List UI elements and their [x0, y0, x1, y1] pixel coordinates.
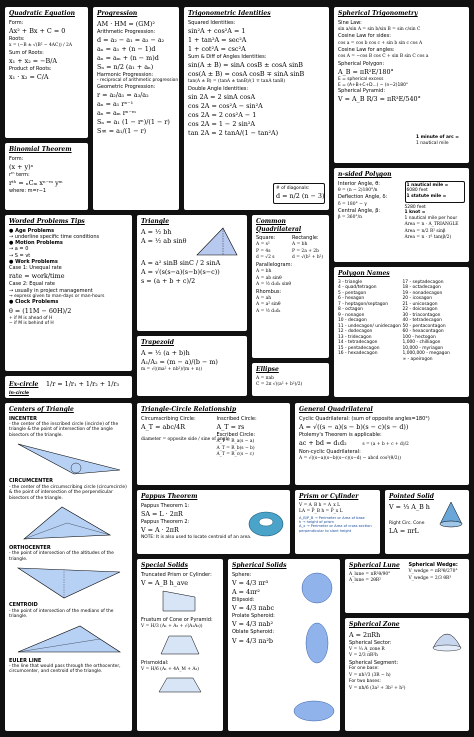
text-line: E = spherical excess [338, 77, 384, 82]
prism-title: Prism or Cylinder [299, 493, 359, 500]
definition: A_x → Perimeter or Area of cross section perpendicular to slant height [299, 524, 372, 533]
spherical-zone-figure [429, 626, 465, 656]
formula: V = A_B h_ave [141, 578, 189, 587]
spherical-trig-box [333, 6, 470, 164]
centroid-figure [14, 622, 124, 656]
prolate-spheroid-figure [302, 621, 332, 665]
list-item: 13 - tridecagon [338, 334, 372, 340]
text-line: 5280 feet [404, 204, 426, 210]
text-line: − if M is behind of H [9, 321, 54, 326]
formula: AM · HM = (GM)² [97, 19, 155, 28]
formula: (x + y)ⁿ [9, 162, 34, 171]
formula: A = ½ bh [141, 227, 172, 236]
formula: d = n/2 (n − 3) [276, 192, 325, 200]
text-line: Roots: [9, 35, 25, 42]
list-item: 19 - nonadecagon [402, 290, 443, 296]
nautical-notes [416, 135, 466, 146]
formula: V = 4/3 πa²b [232, 636, 274, 645]
text-line: Pappus Theorem 2: [141, 518, 190, 525]
formula: P = 4s [256, 248, 271, 254]
formula: A = √((s−a)(s−b)(s−c)(s−d) − abcd cos²(θ/2)) [299, 455, 402, 461]
text-line: Spherical Polygon: [338, 60, 385, 67]
formula: V = 4/3 πabc [232, 604, 275, 612]
polygonnames-title: Polygon Names [338, 270, 390, 277]
general-quadrilateral-box [294, 402, 470, 486]
formula: m = √((ma² + nb²)/(m + n)) [141, 366, 203, 372]
text-line: For two bases: [349, 679, 381, 684]
text-line: 1 nautical mile per hour [404, 215, 458, 221]
n-sided-polygon-box [333, 167, 470, 263]
list-item: 9 - nonagon [338, 312, 365, 318]
text-line: 1 nautical mile [416, 140, 449, 146]
centroid-desc: - the point of intersection of the medians of the triangle. [9, 608, 114, 619]
formula: sin a/sin A = sin b/sin B = sin c/sin C [338, 26, 421, 32]
progression-box [92, 6, 180, 211]
text-line: Sum of Roots: [9, 49, 44, 56]
cone-figure [437, 500, 465, 530]
list-item: 10 - decagon [338, 318, 367, 323]
list-item: 1,000 - chilliagon [402, 340, 441, 345]
formula: aₙ = a₁ + (n − 1)d [97, 44, 156, 53]
quadratic-title: Quadratic Equation [9, 10, 75, 17]
spherical-lune-box [344, 558, 470, 614]
formula: V = πh/6 (3a² + 3b² + h²) [349, 685, 406, 691]
formula: V = ⅓ A_B h [389, 502, 430, 511]
formula: SA = L · 2πR [141, 509, 183, 518]
text-line: 1 minute of arc = [416, 135, 459, 140]
formula: V_wedge = 2/3 θR³ [408, 575, 452, 581]
formula: tan(A ± B) = (tanA ± tanB)/(1 ∓ tanA tanB) [188, 79, 286, 84]
list-item: 17 - septadecagon [402, 279, 444, 285]
pappus-title: Pappus Theorem [141, 493, 198, 500]
quadratic-equation-box [4, 6, 89, 139]
text-line: → a = 0 [9, 246, 29, 253]
text-line: Cosine Law for sides: [338, 33, 391, 40]
formula: aₙ = a₁ rⁿ⁻¹ [97, 99, 134, 108]
formula: V = 4/3 πab² [232, 620, 274, 629]
formula: x₁ · x₂ = C/A [9, 73, 49, 81]
polygon-names-box [333, 266, 470, 398]
formula: 1/r = 1/r₁ + 1/r₂ + 1/r₃ [45, 380, 120, 388]
list-item: 10,000 - myriagon [402, 345, 444, 351]
formula: V = H/3 (A₁ + A₂ + √(A₁A₂)) [141, 624, 203, 629]
text-line: 6080 feet [406, 188, 428, 193]
formula: x₁ + x₂ = −B/A [9, 56, 57, 65]
truncated-prism-figure [155, 589, 205, 615]
formula: A = √((s − a)(s − b)(s − c)(s − d)) [299, 422, 409, 431]
formula: rate = work/time [9, 272, 65, 281]
formula: Sₙ = a₁ (1 − rⁿ)/(1 − r) [97, 117, 170, 126]
text-line: → underline specific time conditions [9, 233, 100, 240]
quadrilateral-box [251, 214, 330, 359]
formula: A = ½ (a + b)h [141, 348, 190, 357]
text-line: Form: [9, 155, 24, 162]
formula: A_T = R_b(s − b) [216, 445, 255, 451]
text-line: rᵗʰ term: [9, 171, 30, 178]
text-line: Spherical Wedge: [408, 562, 458, 568]
text-line: Inscribed Circle: [216, 415, 257, 422]
text-line: Right Circ. Cone [389, 520, 425, 526]
text-line: Ptolemy's Theorem is applicable: [299, 431, 382, 438]
list-item: 11 - undecagon/ unidecagon [338, 323, 401, 329]
list-item: 15 - pentadecagon [338, 345, 380, 351]
formula: x = (−B ± √(B² − 4AC)) / 2A [9, 43, 72, 48]
euler-line-heading: EULER LINE [9, 657, 42, 664]
formula: A_T = R_a(s − a) [216, 439, 255, 444]
bullet-heading: ● Work Problems [9, 258, 58, 265]
formula: rᵗʰ = ₙCₘ xⁿ⁻ᵐ yᵐ [9, 179, 63, 187]
formula: V = H/6 (A₁ + 4A_M + A₂) [141, 666, 200, 672]
frustum-figure [155, 632, 205, 658]
text-line: E = (A+B+C+D...) − (n−2)180° [338, 82, 409, 88]
text-line: Prolate Spheroid: [232, 613, 275, 619]
list-item: 16 - hexadecagon [338, 351, 378, 356]
text-line: Non-cyclic Quadrilateral: [299, 448, 361, 455]
formula: A_lune = πR²θ/90° [349, 571, 391, 577]
formula: Area = n · r² tan(β/2) [404, 235, 452, 240]
formula: A₁/A₂ = (m − a)/(b − m) [141, 357, 218, 366]
list-item: 6 - hexagon [338, 296, 365, 301]
formula: s = (a + b + c)/2 [141, 276, 196, 285]
text-line: For one base: [349, 666, 379, 671]
text-line: Product of Roots: [9, 65, 52, 72]
formula: cos 2A = cos²A − sin²A [188, 101, 263, 110]
circumcenter-figure [14, 503, 124, 543]
nautical-notes-box [405, 181, 466, 203]
text-line: Case 2: Equal rate [9, 281, 55, 288]
text-line: Interior Angle, θ: [338, 180, 380, 187]
list-item: 60 - hexacontagon [402, 329, 444, 334]
text-line: Frustum of Cone or Pyramid: [141, 616, 213, 623]
formula: A = ½ d₁d₂ sinθ [256, 282, 291, 287]
text-line: Case 1: Unequal rate [9, 265, 62, 271]
text-line: NOTE: It is also used to locate centroid of an area. [141, 535, 252, 540]
formula: A = a² sinB sinC / 2 sinA [141, 258, 221, 267]
spherical-solids-box [227, 558, 341, 732]
formula: 1 + tan²A = sec²A [188, 35, 247, 44]
formula: d = √2 s [256, 255, 275, 261]
formula: V = ⅓ A_zone R [349, 646, 385, 652]
bullet-heading: ● Age Problems [9, 227, 55, 234]
formula: θ = (n − 2)180°/n [338, 187, 378, 193]
wordproblems-title: Worded Problems Tips [9, 218, 85, 225]
text-line: 1 knot = [404, 210, 426, 215]
list-item: 100 - hectogon [402, 334, 436, 340]
diagonals-callout [273, 183, 325, 205]
circumcenter-desc: - the center of the circumscribing circle (circumcircle) & the point of intersection of the perpendicular bisectors of the triangle. [9, 484, 127, 501]
formula: A_lune = 2θR² [349, 578, 381, 583]
text-line: Ellipsoid: [232, 596, 255, 603]
list-item: 20 - icosagon [402, 296, 433, 301]
list-item: ∞ - apeirogon [402, 356, 433, 362]
formula: Ax² + Bx + C = 0 [9, 26, 66, 35]
circumcenter-heading: CIRCUMCENTER [9, 478, 54, 485]
formula: d = a₂ − a₁ = a₃ − a₂ [97, 35, 165, 44]
text-line: → S = vt [9, 252, 31, 259]
general-title: General Quadrilateral [299, 406, 373, 413]
formula: A = a² sinθ [256, 302, 281, 308]
sphere-figure [300, 571, 334, 605]
progression-title: Progression [97, 10, 138, 17]
formula: A_T = rs [216, 422, 245, 431]
text-line: Deflection Angle, δ: [338, 194, 388, 201]
text-line: Sine Law: [338, 19, 362, 26]
formula: Area = n · A_TRIANGLE [404, 222, 459, 227]
text-line: Rhombus: [256, 288, 282, 295]
formula: δ = 180° − γ [338, 201, 367, 207]
text-line: Oblate Spheroid: [232, 629, 275, 636]
text-line: Squared Identities: [188, 19, 236, 26]
prismoid-figure [155, 674, 205, 696]
formula: A = ah [256, 295, 272, 301]
formula: LA = πrL [389, 527, 419, 535]
worded-problems-box [4, 214, 133, 372]
prism-box [294, 489, 381, 555]
incircle-label: In-circle [9, 390, 29, 396]
text-line: Cosine Law for angles: [338, 47, 395, 53]
triangle-figure [193, 225, 241, 259]
ellipse-box [251, 362, 330, 397]
triangle-box [136, 214, 248, 332]
text-line: Truncated Prism or Cylinder: [141, 571, 212, 578]
centroid-heading: CENTROID [9, 602, 38, 609]
list-item: 4 - quad/tetragon [338, 285, 377, 290]
list-item: 1,000,000 - megagon [402, 351, 450, 356]
text-line: Harmonic Progression: [97, 71, 154, 78]
formula: sin 2A = 2 sinA cosA [188, 92, 256, 101]
euler-line-desc: - the line that would pass through the orthocenter, circumcenter, and centroid of the triangle. [9, 663, 121, 675]
oblate-spheroid-figure [292, 699, 336, 723]
list-item: 12 - dodecagon [338, 329, 373, 334]
text-line: Form: [9, 19, 24, 26]
text-line: # of diagonals: [276, 185, 310, 191]
text-line: Square: [256, 235, 276, 241]
formula: V = 4/3 πr³ [232, 578, 269, 587]
formula: 1 + cot²A = csc²A [188, 44, 246, 53]
text-line: → express given to man-days or man-hours [9, 293, 105, 299]
formula: V_wedge = πR³θ/270° [408, 569, 458, 575]
formula: cos(A ± B) = cosA cosB ∓ sinA sinB [188, 70, 305, 78]
formula: V = A_B h = A_x L [299, 502, 341, 508]
formula: cos A = −cos B cos C + sin B sin C cos a [338, 54, 429, 60]
triangle-title: Triangle [141, 218, 170, 225]
ellipsoid-title: Spherical Solids [232, 562, 287, 569]
text-line: Spherical Segment: [349, 659, 399, 666]
list-item: 40 - tetradecagon [402, 318, 442, 323]
formula: s = (a + b + c + d)/2 [362, 442, 409, 447]
list-item: 21 - unicosagon [402, 301, 438, 307]
formula: Area = n/2 R² sinβ [404, 228, 446, 234]
text-line: - reciprocal of arithmetic progression [97, 78, 179, 83]
trapezoid-title: Trapezoid [141, 339, 174, 346]
formula: β = 360°/n [338, 215, 362, 221]
formula: V = A · 2πR [141, 526, 179, 534]
incenter-heading: INCENTER [9, 415, 37, 422]
formula: S∞ = a₁/(1 − r) [97, 126, 147, 135]
formula: Sₙ = n/2 (a₁ + aₙ) [97, 62, 154, 71]
excircle-box [4, 375, 133, 399]
special-title: Special Solids [141, 562, 189, 569]
list-item: 8 - octagon [338, 307, 363, 312]
orthocenter-figure [14, 564, 124, 600]
text-line: Cyclic Quadrilateral: (sum of opposite angles=180°) [299, 415, 430, 422]
text-line: Prismoidal: [141, 659, 169, 666]
lune-title: Spherical Lune [349, 562, 400, 569]
text-line: Circumscribing Circle: [141, 415, 196, 422]
formula: A = bh [256, 269, 272, 274]
text-line: Spherical Pyramid: [338, 88, 386, 94]
formula: A = 4πr² [232, 587, 260, 596]
formula: tan 2A = 2 tanA/(1 − tan²A) [188, 128, 279, 137]
text-line: where: m=r−1 [9, 188, 47, 194]
formula: A_B = πR²E/180° [338, 68, 394, 76]
formula: cos a = cos b cos c + sin b sin c cos A [338, 40, 423, 46]
text-line: Geometric Progression: [97, 83, 156, 90]
pointed-solid-box [384, 489, 470, 555]
nsided-title: n-sided Polygon [338, 171, 392, 178]
incenter-figure [14, 440, 124, 476]
formula: sin²A + cos²A = 1 [188, 26, 246, 35]
list-item: 22 - doicosagon [402, 307, 438, 312]
text-line: Sum & Diff of Angles Identities: [188, 53, 267, 60]
formula: A_T = R_c(s − c) [216, 452, 254, 457]
formula: LA = P_B h = P_x L [299, 509, 343, 514]
centers-of-triangle-box [4, 402, 133, 732]
formula: cos 2A = 2 cos²A − 1 [188, 110, 257, 119]
formula: A = √(s(s−a)(s−b)(s−c)) [141, 267, 220, 276]
text-line: Arithmetic Progression: [97, 28, 156, 35]
orthocenter-desc: - the point of intersection of the altitudes of the triangle. [9, 551, 114, 562]
text-line: Spherical Sector: [349, 639, 392, 646]
formula: P = 2a + 2b [292, 248, 319, 254]
bullet-heading: ● Clock Problems [9, 299, 59, 306]
zone-title: Spherical Zone [349, 621, 400, 628]
torus-figure [246, 502, 286, 542]
formula: V = πh²/3 (3R − h) [349, 672, 391, 678]
definition: h → height of prism [299, 519, 334, 524]
list-item: 14 - tetradecagon [338, 340, 378, 345]
formula: A = s² [256, 242, 270, 248]
incenter-desc: - the center of the inscribed circle (incircle) of the triangle & the point of intersection of the angle bisectors of the triangle. [9, 421, 119, 438]
formula: C = 2π √((a² + b²)/2) [256, 382, 303, 387]
formula: A = bh [292, 242, 308, 248]
bullet-heading: ● Motion Problems [9, 240, 63, 246]
list-item: 30 - triacontagon [402, 312, 441, 318]
trapezoid-box [136, 335, 248, 397]
text-line: 1 statute mile = [406, 193, 447, 199]
formula: A_T = abc/4R [141, 422, 186, 431]
list-item: 50 - pentacontagon [402, 323, 446, 329]
text-line: Parallelogram: [256, 261, 293, 268]
orthocenter-heading: ORTHOCENTER [9, 545, 51, 551]
formula: aₙ = aₘ + (n − m)d [97, 53, 159, 62]
list-item: 7 - heptagon/septagon [338, 301, 389, 307]
spherical-zone-box [344, 617, 470, 732]
text-line: Double Angle Identities: [188, 85, 249, 92]
trig-identities-box [183, 6, 330, 211]
spherical-title: Spherical Trigonometry [338, 10, 418, 17]
text-line: Escribed Circle: [216, 431, 256, 438]
formula: A = ab sinθ [256, 275, 282, 281]
formula: θ = (11M − 60H)/2 [9, 306, 72, 315]
formula: V = 2/3 πR²h [349, 653, 378, 659]
text-line: Central Angle, β: [338, 208, 381, 214]
formula: aₙ = aₘ rⁿ⁻ᵐ [97, 108, 136, 117]
definition: A_B/P_B → Perimeter or Area of base [299, 515, 365, 520]
text-line: → usually in project management [9, 287, 93, 294]
text-line: Rectangle: [292, 235, 319, 241]
pointed-title: Pointed Solid [389, 493, 434, 500]
binomial-box [4, 142, 89, 211]
text-line: Pappus Theorem 1: [141, 502, 190, 509]
list-item: 18 - octadecagon [402, 285, 441, 290]
text-line: Sphere: [232, 571, 252, 578]
centers-title: Centers of Triangle [9, 406, 74, 413]
formula: d = √(b² + h²) [292, 255, 324, 261]
formula: r = a₂/a₁ = a₃/a₂ [97, 90, 149, 99]
special-solids-box [136, 558, 224, 732]
formula: A = 2πRh [349, 630, 381, 639]
list-item: 5 - pentagon [338, 290, 367, 296]
triangle-circle-box [136, 402, 291, 486]
formula: ac + bd = d₁d₂ [299, 439, 347, 447]
formula: A = πab [256, 375, 274, 381]
formula: A = ½ d₁d₂ [256, 308, 281, 314]
excircle-title: Ex-circle [9, 381, 39, 388]
formula: diameter = opposite side / sine of angle [141, 436, 230, 442]
formula: V = A_B R/3 = πR³E/540° [338, 95, 421, 104]
circlerel-title: Triangle-Circle Relationship [141, 406, 237, 413]
text-line: + if M is ahead of H [9, 315, 53, 321]
trig-title: Trigonometric Identities [188, 10, 271, 17]
formula: sin(A ± B) = sinA cosB ± cosA sinB [188, 61, 303, 69]
quadrilateral-title: Common Quadrilateral [256, 218, 302, 233]
formula: A = ½ ab sinθ [141, 236, 187, 245]
binomial-title: Binomial Theorem [9, 146, 72, 153]
pappus-box [136, 489, 291, 555]
list-item: 3 - triangle [338, 279, 363, 285]
formula: cos 2A = 1 − 2 sin²A [188, 119, 256, 128]
text-line: 1 nautical mile = [406, 182, 449, 188]
ellipse-title: Ellipse [256, 366, 279, 373]
